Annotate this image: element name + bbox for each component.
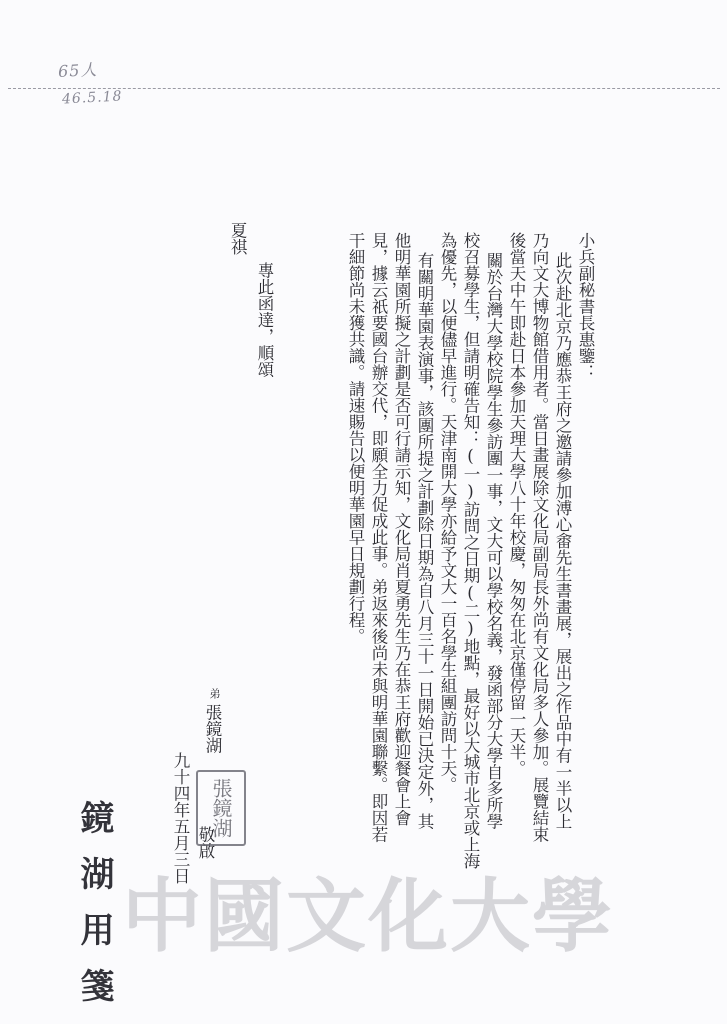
closing-salutation: 夏祺: [228, 222, 247, 255]
letter-line-3: 後當天中午即赴日本參加天理大學八十年校慶，匆匆在北京僅停留一天半。: [507, 232, 526, 777]
letter-line-8: 他明華園所擬之計劃是否可行請示知，文化局肖夏勇先生乃在恭王府歡迎餐會上會: [392, 232, 411, 826]
letter-line-4: 關於台灣大學校院學生參訪團一事，文大可以學校名義，發函部分大學自多所學: [484, 252, 503, 830]
handwritten-note-code: 46.5.18: [61, 88, 123, 108]
letter-line-7: 有關明華園表演事，該團所提之計劃除日期為自八月三十一日開始已決定外，其: [415, 252, 434, 830]
closing-line: 專此函達，順頌: [255, 262, 274, 378]
sender-prefix: 弟: [208, 688, 221, 699]
handwritten-note-count: 65人: [57, 59, 98, 82]
salutation: 小兵副秘書長惠鑒：: [576, 232, 595, 381]
letter-line-2: 乃向文大博物館借用者。當日畫展除文化局副局長外尚有文化局多人參加。展覽結束: [530, 232, 549, 843]
sign-off: 敬啟: [196, 826, 215, 859]
letter-line-6: 為優先，以便儘早進行。天津南開大學亦給予文大一百名學生組團訪問十天。: [438, 232, 457, 793]
letter-line-5: 校召募學生，但請明確告知：(一)訪問之日期(二)地點，最好以大城市北京或上海: [461, 232, 480, 869]
stationery-mark: 鏡湖用箋: [74, 800, 114, 1024]
letter-line-1: 此次赴北京乃應恭王府之邀請參加溥心畬先生書畫展，展出之作品中有一半以上: [553, 252, 572, 830]
letter-line-10: 干細節尚未獲共識。請速賜告以便明華園早日規劃行程。: [346, 232, 365, 645]
university-watermark: 中國文化大學: [122, 869, 614, 963]
letter-line-9: 見，據云祇要國台辦交代，即願全力促成此事。弟返來後尚未與明華園聯繫。即因若: [369, 232, 388, 843]
sender-name: 張鏡湖: [203, 704, 222, 754]
sender-seal: 張鏡湖: [196, 770, 246, 846]
letter-date: 九十四年五月三日: [171, 752, 190, 884]
